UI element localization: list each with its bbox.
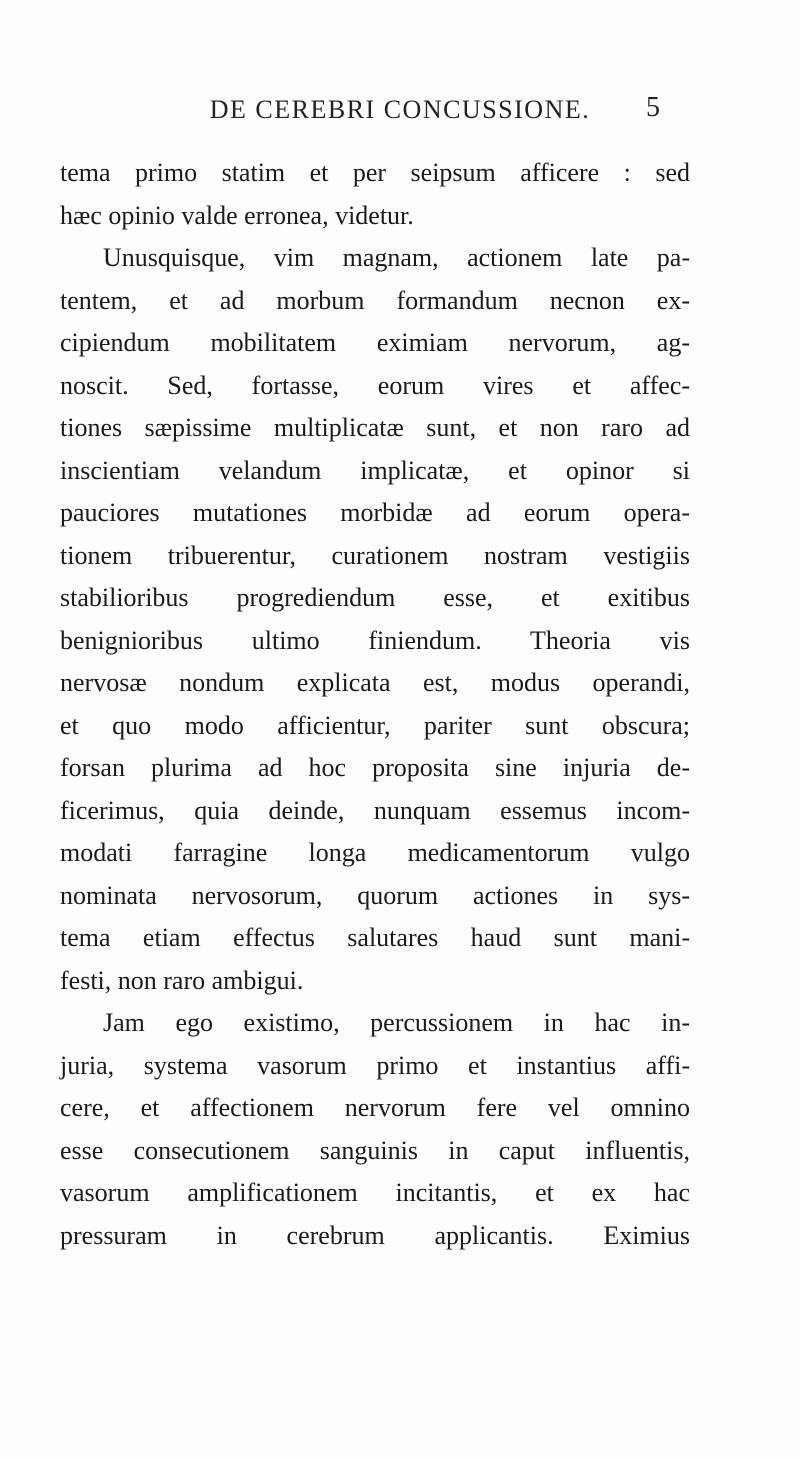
text-line: noscit. Sed, fortasse, eorum vires et affec- xyxy=(60,370,690,400)
text-line: ficerimus, quia deinde, nunquam essemus incom- xyxy=(60,795,690,825)
text-line: tema primo statim et per seipsum afficere : sed xyxy=(60,158,690,187)
text-line: tema etiam effectus salutares haud sunt mani- xyxy=(60,923,690,952)
text-line: hæc opinio valde erronea, videtur. xyxy=(60,200,414,230)
text-line: tiones sæpissime multiplicatæ sunt, et non raro ad xyxy=(60,413,690,442)
text-line: Jam ego existimo, percussionem in hac in- xyxy=(103,1008,690,1037)
running-title: DE CEREBRI CONCUSSIONE. xyxy=(209,95,591,124)
text-line: forsan plurima ad hoc proposita sine injuria de- xyxy=(60,753,690,782)
text-line: tentem, et ad morbum formandum necnon ex- xyxy=(60,285,690,315)
text-line: juria, systema vasorum primo et instantius affi- xyxy=(60,1050,690,1080)
text-line: cere, et affectionem nervorum fere vel omnino xyxy=(60,1093,690,1122)
text-line: tionem tribuerentur, curationem nostram vestigiis xyxy=(60,540,690,570)
text-line: modati farragine longa medicamentorum vulgo xyxy=(60,838,690,867)
text-line: Unusquisque, vim magnam, actionem late pa- xyxy=(103,243,690,272)
text-line: benignioribus ultimo finiendum. Theoria vis xyxy=(60,625,690,655)
text-line: pressuram in cerebrum applicantis. Eximius xyxy=(60,1220,690,1250)
text-line: cipiendum mobilitatem eximiam nervorum, ag- xyxy=(60,328,690,357)
text-line: inscientiam velandum implicatæ, et opinor si xyxy=(60,455,690,485)
text-line: pauciores mutationes morbidæ ad eorum opera- xyxy=(60,498,690,527)
text-line: et quo modo afficientur, pariter sunt obscura; xyxy=(60,710,690,740)
text-line: stabilioribus progrediendum esse, et exitibus xyxy=(60,583,690,612)
text-line: nominata nervosorum, quorum actiones in sys- xyxy=(60,880,690,910)
page-number: 5 xyxy=(646,92,660,123)
body-text xyxy=(60,152,690,1257)
text-line: vasorum amplificationem incitantis, et ex hac xyxy=(60,1178,690,1207)
text-line: esse consecutionem sanguinis in caput influentis, xyxy=(60,1135,690,1165)
text-line: festi, non raro ambigui. xyxy=(60,965,304,995)
text-line: nervosæ nondum explicata est, modus operandi, xyxy=(60,668,690,697)
